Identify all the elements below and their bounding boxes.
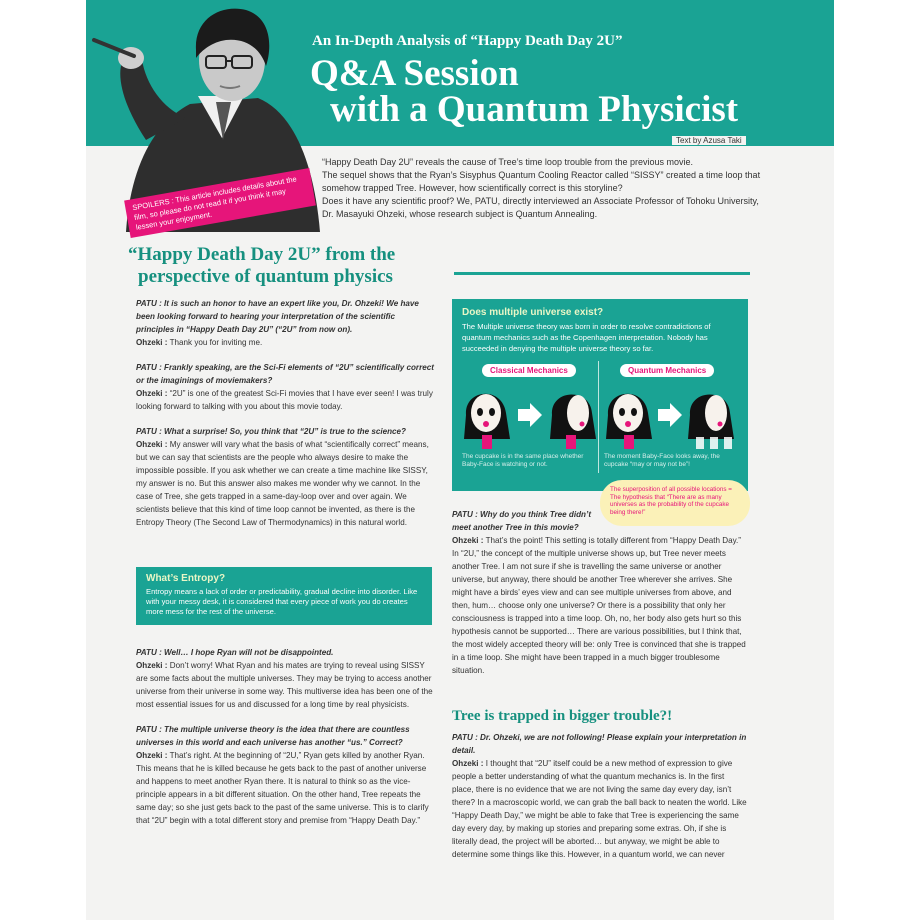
article-title-line1: Q&A Session: [310, 53, 519, 94]
multiverse-box: [452, 299, 748, 491]
quantum-face-icon: [606, 394, 652, 439]
quantum-mechanics-label: Quantum Mechanics: [620, 364, 714, 377]
multiverse-box-body: The Multiple universe theory was born in order to resolve contradictions of quantum mechanics such as the Copenhagen interpretation. Nobody has succeeded in denying the multiple universe theory so far.: [462, 322, 711, 353]
answer: My answer will vary what the basis of what “scientifically correct” means, but we can say that scientists are the people who always desire to make the impossible possible. If you ask whether we can create a time machine like SISSY, my answer is no. But this answer also makes me wonder why we cannot. In the case of Tree, she gets trapped in a same-day-loop over and over again. We scientists believe that this kind of time loop cannot be invented, as there is the Entropy Theory (The Second Law of Thermodynamics) in this natural world.: [136, 440, 429, 527]
quantum-caption: The moment Baby-Face looks away, the cupcake “may or may not be”!: [604, 453, 720, 468]
article-kicker: An In-Depth Analysis of “Happy Death Day 2U”: [312, 33, 623, 49]
entropy-box-title: What’s Entropy?: [146, 573, 226, 584]
answer: That’s the point! This setting is totally different from “Happy Death Day.” In “2U,” the concept of the multiple universe shows up, but Tree never meets another Tree. I am not sure if she is travelling the same universe or another universe, but anyway, there should be another Tree wherever she arrives. She might have a birds’ eyes view and can see multiple universes from above, and then, hum… choose only one universe? Or there is a possibility that only her consciousness is trapped into a time loop. Oh, no, her body also gets hurt so this hypothesis cannot be supported… There are various possibilities, but I think that, the most widely accepted theory will be: only Tree is convinced that she is trapped in a time loop. She might have been trapped in a much bigger troublesome situation.: [452, 536, 746, 675]
section-heading-line2: perspective of quantum physics: [138, 266, 393, 287]
question: PATU : Well… I hope Ryan will not be disappointed.: [136, 648, 334, 657]
cupcake-icon: [624, 435, 634, 449]
left-column-bottom: [136, 646, 434, 839]
section-heading-line1: “Happy Death Day 2U” from the: [128, 244, 396, 265]
speaker: Ohzeki :: [452, 759, 484, 768]
question: PATU : The multiple universe theory is the idea that there are countless universes in this world and each universe has another “us.” Correct?: [136, 725, 410, 747]
intro-line: “Happy Death Day 2U” reveals the cause of Tree’s time loop trouble from the previous movie.: [322, 157, 694, 167]
speaker: Ohzeki :: [452, 536, 484, 545]
answer: Thank you for inviting me.: [167, 338, 263, 347]
arrow-right-icon: [518, 403, 542, 427]
byline: Text by Azusa Taki: [672, 136, 746, 145]
ghost-cupcakes-icon: [696, 437, 732, 449]
baby-face-illustration: [458, 379, 744, 451]
intro-paragraph: [322, 156, 762, 221]
answer: That’s right. At the beginning of “2U,” Ryan gets killed by another Ryan. This means that he is killed because he gets back to the past of another universe and happens to meet another Ryan there. It is natural to think so as the vice-principle appears in a bit different situation. On the other hand, Tree repeats the same day; so she just gets back to the past of the same universe. This is to clarify that “2U” begin with a total different story and premise from “Happy Death Day.”: [136, 751, 429, 825]
classical-mechanics-label: Classical Mechanics: [482, 364, 576, 377]
section-heading-quantum: [128, 244, 395, 288]
question: PATU : Dr. Ohzeki, we are not following! Please explain your interpretation in detail.: [452, 733, 747, 755]
speaker: Ohzeki :: [136, 440, 168, 449]
question: PATU : Frankly speaking, are the Sci-Fi elements of “2U” scientifically correct or the imaginings of moviemakers?: [136, 363, 434, 385]
question: PATU : What a surprise! So, you think that “2U” is true to the science?: [136, 427, 406, 436]
multiverse-box-title: Does multiple universe exist?: [462, 307, 604, 318]
classical-face-turned-icon: [550, 394, 596, 439]
entropy-box: [136, 567, 432, 625]
spoiler-warning: SPOILERS : This article includes details about the film, so please do not read it if you think it may lessen your enjoyment.: [124, 168, 316, 238]
question: PATU : Why do you think Tree didn’t meet another Tree in this movie?: [452, 510, 592, 532]
classical-caption: The cupcake is in the same place whether Baby-Face is watching or not.: [462, 453, 584, 468]
answer: I thought that “2U” itself could be a new method of expression to give people a better understanding of what the quantum mechanics is. In the first place, there is no evidence that we are not living the same day every day, isn’t there? In a macroscopic world, we can grab the ball back to neaten the world. Like “Happy Death Day,” we might be able to fake that Tree is experiencing the same day every day, by making up stories and preparing some extras. Oh, if she is literally dead, the project will be aborted… but anyway, we might be able to determine some things like this. However, in a quantum world, we can never: [452, 759, 747, 859]
answer: Don’t worry! What Ryan and his mates are trying to reveal using SISSY are some facts about the multiple universes. They may be trying to access another universe from their universe in some way. This multiverse idea has been one of the most essential issues for us and discussed for a long time by real physicists.: [136, 661, 433, 709]
section-rule: [454, 272, 750, 275]
cupcake-icon: [482, 435, 492, 449]
right-column-bottom: [452, 731, 748, 873]
arrow-right-icon: [658, 403, 682, 427]
answer: “2U” is one of the greatest Sci-Fi movies that I have ever seen! I was truly looking forward to talking with you about this movie today.: [136, 389, 433, 411]
magazine-page: [86, 0, 834, 920]
intro-line: Does it have any scientific proof? We, PATU, directly interviewed an Associate Professor of Tohoku University, Dr. Masayuki Ohzeki, whose research subject is Quantum Annealing.: [322, 196, 759, 219]
left-column-top: [136, 297, 434, 541]
speaker: Ohzeki :: [136, 751, 168, 760]
superposition-callout: The superposition of all possible locations = The hypothesis that “There are as many universes as the probability of the cupcake being there!”: [600, 480, 750, 526]
question: PATU : It is such an honor to have an expert like you, Dr. Ohzeki! We have been looking forward to hearing your interpretation of the scientific principles in “Happy Death Day 2U” (“2U” from now on).: [136, 299, 419, 334]
speaker: Ohzeki :: [136, 389, 168, 398]
entropy-box-body: Entropy means a lack of order or predictability, gradual decline into disorder. Like with your messy desk, it is considered that every piece of work you do creates more mess for the rest of the universe.: [146, 587, 418, 616]
speaker: Ohzeki :: [136, 661, 168, 670]
article-title-line2: with a Quantum Physicist: [330, 89, 739, 130]
speaker: Ohzeki :: [136, 338, 168, 347]
cupcake-icon: [566, 435, 576, 449]
right-column-top: [452, 508, 748, 689]
section-heading-trouble: Tree is trapped in bigger trouble?!: [452, 708, 673, 724]
quantum-face-turned-icon: [688, 394, 734, 439]
intro-line: The sequel shows that the Ryan’s Sisyphus Quantum Cooling Reactor called “SISSY” created a time loop that somehow trapped Tree. However, how scientifically correct is this storyline?: [322, 170, 761, 193]
classical-face-icon: [464, 394, 510, 439]
